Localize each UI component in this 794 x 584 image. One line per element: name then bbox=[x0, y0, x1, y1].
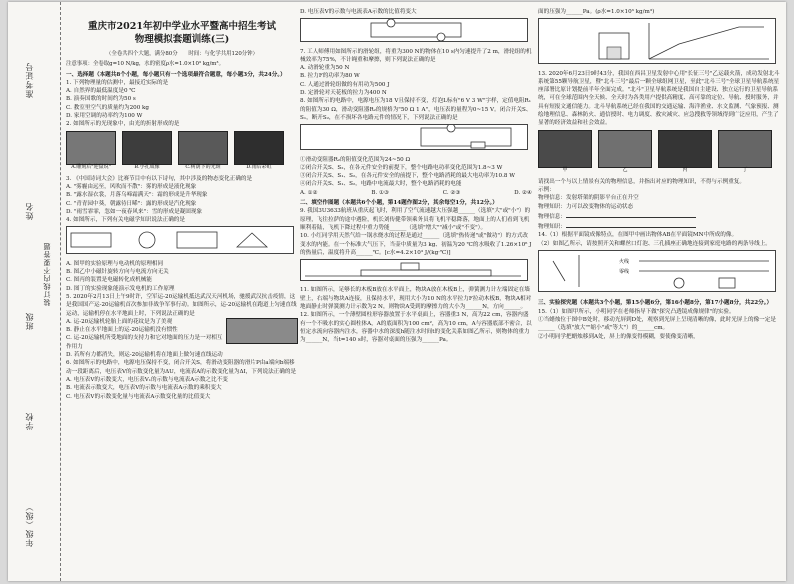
exam-title-line2: 物理模拟套题训练(三) bbox=[134, 34, 230, 45]
q6-option-b: B. 电流表示数变大，电压表V的示数与电流表A示数的乘积变大 bbox=[66, 385, 222, 392]
margin-label-name: 姓名 bbox=[25, 202, 34, 220]
q5-option-b: B. 静止在水平地面上的运-20运输机没有惯性 bbox=[66, 327, 178, 334]
q5-aircraft-image bbox=[226, 318, 298, 344]
q8-circuit-diagram bbox=[300, 124, 528, 150]
q7-option-b: B. 拉力F的功率为80 W bbox=[300, 73, 360, 80]
q15-part-1: ①当蜡烛位于图中B处时，移动光屏到D处，观察到光屏上呈现清晰的像，此时光屏上的像一定是______（选填"放大""缩小"或"等大"）的______cm。 bbox=[538, 316, 776, 332]
q5-option-a: A. 运-20运输机轮胎上面的花纹是为了美观 bbox=[66, 318, 173, 325]
column-2 bbox=[300, 8, 532, 574]
q14-wire-neutral: 零线 bbox=[619, 269, 630, 276]
section-2-heading: 二、填空作图题（本题共6个小题，第14题作图2分，其余每空1分，共12分。） bbox=[300, 200, 498, 207]
question-13: 13. 2020年6月23日9时43分，我国在西昌卫星发射中心用"长征三号"乙运载火箭，成功发射北斗系统第55颗导航卫星，暨"北斗三号"最后一颗全球组网卫星，至此"北斗三号"全球卫星导航系统星座部署比原计划提前半年全面完成。"北斗"卫星导航系统是我国自主建设、独立运行的卫星导航系统，可在全球范围内全天候、全天时为各类用户提供高精度、高可靠的定位、导航、授时服务，并具有短报文通信能力。北斗导航系统已经在我国的交通运输、海洋渔业、水文监测、气象预报、测绘地理信息、森林防火、通信授时、电力调度、救灾减灾、应急搜救等领域得到广泛应用，产生了显著的经济效益和社会效益。 bbox=[538, 70, 780, 127]
exam-info: （全卷共四个大题，满分80分 时间：与化学共用120分钟） bbox=[106, 51, 258, 57]
q1-option-b: B. 演奏国歌的时间约为50 s bbox=[66, 96, 136, 103]
q7-option-c: C. 人通过滑轮组做的有用功为500 J bbox=[300, 81, 390, 88]
q13-example-info: 物理信息：发射塔架的阴影平台正在升空 bbox=[538, 195, 639, 202]
question-9: 9. 我国3U3633航班从重庆起飞时，利用了空气流速越大压强越______（选填"大"或"小"）的原理，飞往拉萨的途中遇险，机长刘传健带领乘务员将飞机平稳降落，地面上的人们看到飞机顺利着陆，飞机下降过程中重力势能______（选填"增大""减小"或"不变"）。 bbox=[300, 208, 531, 231]
q8-statement-2: ②闭合开关S、S₂，在各元件安全的前提下，整个电路电功率变化范围为1.8~3 W bbox=[300, 164, 503, 171]
q6-circuit-diagram bbox=[300, 18, 528, 42]
q8-choice-a: A. ①② bbox=[300, 189, 318, 196]
binding-margin bbox=[8, 2, 61, 581]
q6-option-c: C. 电压表V的示数变化量与电流表A示数变化量的比值变大 bbox=[66, 393, 211, 400]
q13-answer-knowledge: 物理知识： bbox=[538, 221, 780, 231]
column-1 bbox=[66, 8, 298, 574]
q12-continued: 面的压强为______Pa。(ρ水=1.0×10³ kg/m³) bbox=[538, 9, 655, 15]
question-11: 11. 如图所示，足够长的木板B放在水平面上，物块A放在木板B上，弹簧测力计左端固定在墙壁上，右端与物块A连接，且保持水平，现用大小为10 N的水平拉力F拉动木板B，物块A相对地面静止时弹簧测力计示数为2 N，则物块A受到的摩擦力的大小为______N，方向______。 bbox=[300, 287, 532, 311]
q6-option-a: A. 电压表V的示数变大，电压表V₁的示数与电流表A示数之比不变 bbox=[66, 376, 228, 383]
q13-answer-info-blank[interactable] bbox=[566, 211, 696, 218]
exam-title-line1: 重庆市2021年初中学业水平暨高中招生考试 bbox=[88, 21, 276, 32]
section-3-heading: 三、实验探究题（本题共3个小题，第15小题6分，第16小题8分，第17小题8分，共22分。） bbox=[538, 300, 773, 307]
q2-image-d: D.雨后彩虹 bbox=[234, 131, 284, 165]
margin-label-school: 学校 bbox=[25, 412, 34, 430]
question-3: 3. 《中国诗词大会》比赛节目中有以下诗句，其中涉及的物态变化正确的是 bbox=[66, 175, 253, 182]
question-14b: （2）如图乙所示，请按照开关和螺丝口灯泡、三孔插座正确地连接到家庭电路的两条导线上。 bbox=[538, 240, 771, 247]
q13-example-knowledge: 物理知识：力可以改变物体的运动状态 bbox=[538, 203, 634, 210]
q13-image-a: 甲 bbox=[538, 130, 592, 168]
q3-option-c: C. "青青园中葵，朝露待日晞"：露的形成是汽化现象 bbox=[66, 200, 197, 207]
q1-option-a: A. 自然界的最低温度是0 ℃ bbox=[66, 88, 136, 95]
question-4: 4. 如图所示，下列有关电磁学知识说法正确的是 bbox=[66, 217, 185, 224]
margin-label-class: 班级 bbox=[25, 312, 34, 330]
q14-diagrams bbox=[538, 250, 776, 292]
q8-statement-1: ①滑动变阻器R₂的阻值变化范围为24~50 Ω bbox=[300, 156, 411, 163]
question-1: 1. 下列物理量的估测中，最接近实际的是 bbox=[66, 79, 169, 86]
q4-option-b: B. 图乙中小磁针旋转方向与电流方向无关 bbox=[66, 269, 169, 276]
q7-option-a: A. 动滑轮重为50 N bbox=[300, 65, 350, 72]
q5-option-c: C. 运-20运输机所受地面的支持力和它对地面的压力是一对相互作用力 bbox=[66, 335, 223, 350]
q2-image-a: A.雕刻后"迎鼠说" bbox=[66, 131, 116, 165]
q6-option-d: D. 电压表V的示数与电流表A示数的比值将变大 bbox=[300, 9, 417, 15]
margin-label-warning: 装订线内不要答题 bbox=[43, 242, 51, 306]
question-10: 10. 小红同学用天然气给一锅水烧水的过程是通过______（选填"热传递"或"做功"）的方式改变水的内能。在一个标准大气压下，当壶中质量为3 kg、初温为20 ℃的水吸收了1.26×10⁶ J的热量后，温度将升高______℃。[c水=4.2×10³ J/(kg·℃)] bbox=[300, 233, 532, 256]
q3-option-a: A. "雾霾由远至，风吹而不散"：雾的形成是液化现象 bbox=[66, 183, 197, 190]
q8-choice-c: C. ②③ bbox=[442, 189, 461, 196]
q13-image-d: 丁 bbox=[718, 130, 772, 168]
q13-answer-info: 物理信息： bbox=[538, 211, 780, 221]
q11-diagram bbox=[300, 259, 528, 281]
exam-sheet bbox=[8, 2, 786, 581]
q8-choices bbox=[300, 189, 532, 197]
q4-option-c: C. 图丙的装置是电磁转化成机械能 bbox=[66, 277, 152, 284]
q12-graph bbox=[538, 18, 776, 64]
q15-part-2: ②小明同学把蜡烛移到A处，屏上的像变得模糊，要使像变清晰， bbox=[538, 333, 699, 340]
q5-option-d: D. 若所有力都消失，则运-20运输机将在地面上做匀速直线运动 bbox=[66, 352, 223, 359]
question-12: 12. 如图所示，一个薄壁圆柱形容器放置于水平桌面上，容器重3 N，高为22 cm，容器内盛有一个不吸水的实心圆柱体A，A的底面积为100 cm²，高为10 cm，A与容器底部不密合，以恒定水流向容器内注水，容器中水的深度h随注水时间t的变化关系如图乙所示，则物体的重力为______N，当t=140 s时，容器对桌面的压强为______Pa。 bbox=[300, 312, 532, 344]
q8-statement-3: ③闭合开关S、S₁、S₂，在各元件安全的前提下，整个电路消耗的最大电功率为10.8 W bbox=[300, 173, 515, 180]
q13-image-row bbox=[538, 130, 780, 174]
q14-wire-live: 火线 bbox=[619, 259, 630, 266]
question-7: 7. 工人师傅用如图所示的滑轮组，将重为300 N的物体在10 s内匀速提升了2 m，滑轮组的机械效率为75%，不计绳重和摩擦，则下列说法正确的是 bbox=[300, 48, 532, 63]
question-8: 8. 如图所示的电路中，电源电压为18 V且保持不变，灯泡L标有"6 V 3 W"字样，定值电阻R₁的阻值为30 Ω，滑动变阻器R₂的规格为"50 Ω 1 A"，电压表的量程为0~15 V。闭合开关S、S₁，断开S₂，在不损坏各电路元件的情况下，下列说法正确的是 bbox=[300, 98, 532, 121]
section-1-heading: 一、选择题（本题共8个小题，每小题只有一个选项最符合题意，每小题3分，共24分。） bbox=[66, 71, 286, 78]
q8-statement-4: ④闭合开关S、S₁、S₂，电路中电流最大时，整个电路消耗的电能 bbox=[300, 181, 462, 188]
q4-option-d: D. 图丁的实验现象能演示发电机的工作原理 bbox=[66, 285, 175, 292]
q2-image-c: C.树荫下的光斑 bbox=[178, 131, 228, 165]
q3-option-b: B. "露水湿衣裳，月落乌啼霜满天"：霜的形成是升华现象 bbox=[66, 192, 208, 199]
column-3 bbox=[538, 8, 780, 574]
margin-label-exam-id: 准考证号 bbox=[25, 62, 34, 98]
q13-ask: 请找出一个与以上情景有关的物理信息，并指出对应的物理知识，不得与示例重复。 bbox=[538, 178, 745, 185]
question-15: 15.（1）如图甲所示，小明同学在老师指导下做"探究凸透镜成像规律"的实验。 bbox=[538, 308, 735, 315]
q2-image-b: B.小孔成像 bbox=[122, 131, 172, 165]
q13-image-b: 乙 bbox=[598, 130, 652, 168]
q8-choice-d: D. ②④ bbox=[514, 189, 532, 196]
q1-option-c: C. 教室里空气的质量约为200 kg bbox=[66, 104, 149, 111]
q4-diagram bbox=[66, 226, 294, 254]
question-6: 6. 如图所示的电路中，电源电压保持不变，闭合开关S，将滑动变阻器的滑片P由a端向b端移动一段距离后，电压表V的示数变化量为ΔU，电流表A的示数变化量为ΔI，下列说法正确的是 bbox=[66, 360, 297, 375]
q1-option-d: D. 家用空调的功率约为100 W bbox=[66, 113, 143, 120]
question-14: 14.（1）根据平面镜成像特点，在图甲中画出物体AB在平面镜MN中所成的像。 bbox=[538, 232, 738, 239]
q3-option-d: D. "雨雪霏霏，忽如一夜春风来"：雪的形成是凝固现象 bbox=[66, 208, 203, 215]
q13-example-label: 示例： bbox=[538, 186, 555, 193]
exam-note: 注意事项：全卷取g=10 N/kg，水的密度ρ水=1.0×10³ kg/m³。 bbox=[66, 61, 224, 68]
q8-choice-b: B. ①③ bbox=[371, 189, 390, 196]
question-2: 2. 如图所示的光现象中，由光的折射形成的是 bbox=[66, 121, 180, 128]
q13-image-c: 丙 bbox=[658, 130, 712, 168]
q2-image-row bbox=[66, 131, 298, 171]
margin-label-grade: 年级（级） bbox=[25, 502, 34, 547]
question-5: 5. 2020年2月13日上午9时许，空军运-20运输机抵达武汉天河机场，驰援武汉抗击疫情，这是我国国产运-20运输机首次参加非战争军事行动。如图所示，运-20运输机在跑道上匀速直线运动，运输机停在水平地面上时，下列说法正确的是 bbox=[66, 293, 297, 317]
q4-option-a: A. 图甲的实验原理与电动机的原理相同 bbox=[66, 260, 164, 267]
q13-answer-knowledge-blank[interactable] bbox=[566, 221, 696, 228]
q7-option-d: D. 定滑轮对天花板的拉力为400 N bbox=[300, 90, 387, 97]
